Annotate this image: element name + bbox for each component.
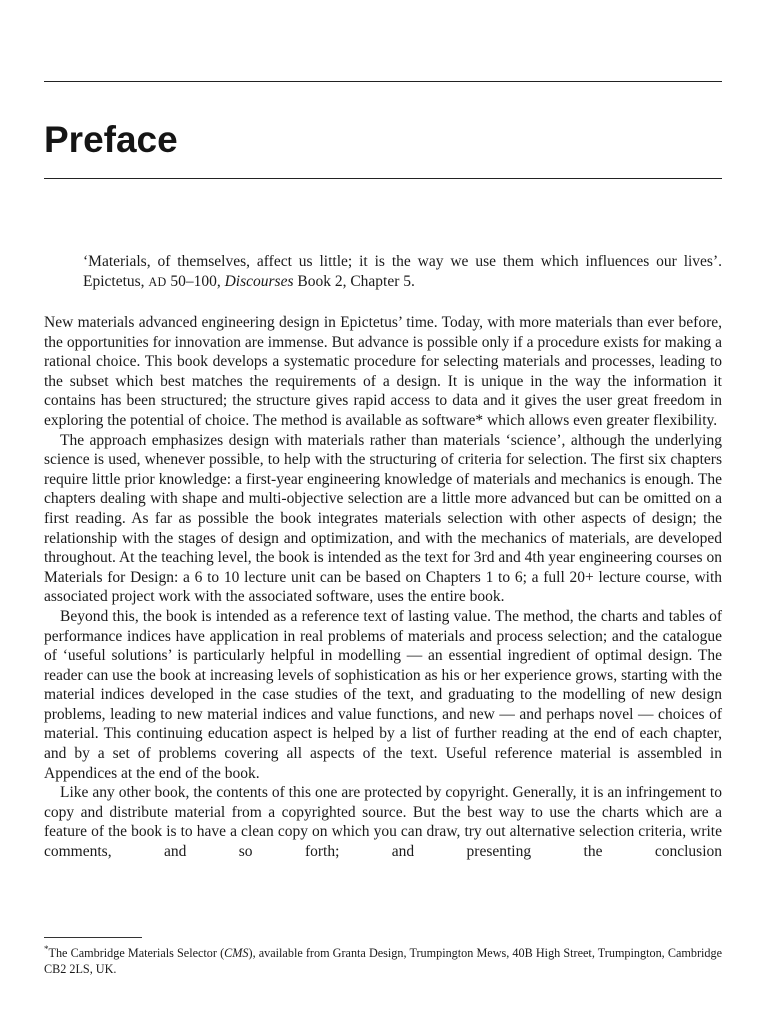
epigraph-years: 50–100, (170, 272, 221, 290)
body-paragraph-3: Beyond this, the book is intended as a reference text of lasting value. The method, the charts and tables of performance indices have application in real problems of materials and process selection; and the catalogue of ‘useful solutions’ is particularly helpful in modelling — an essential ingredient of optimal design. The reader can use the book at increasing levels of sophistication as his or her experience grows, starting with the material indices developed in the case studies of the text, and graduating to the modelling of new design problems, leading to new material indices and value functions, and new — and perhaps novel — choices of material. This continuing education aspect is helped by a list of further reading at the end of each chapter, and by a set of problems covering all aspects of the text. Useful reference material is assembled in Appendices at the end of the book. (44, 607, 722, 782)
title-rule (44, 178, 722, 179)
body-paragraph-4: Like any other book, the contents of this one are protected by copyright. Generally, it is an infringement to copy and distribute material from a copyrighted source. But the best way to use the charts which are a feature of the book is to have a clean copy on which you can draw, try out alternative selection criteria, write comments, and so forth; and presenting the conclusion (44, 784, 722, 861)
footnote (44, 945, 722, 977)
body-paragraph-1: New materials advanced engineering design in Epictetus’ time. Today, with more materials than ever before, the opportunities for innovation are immense. But advance is possible only if a procedure exists for making a rational choice. This book develops a systematic procedure for selecting materials and processes, leading to the subset which best matches the requirements of a design. It is unique in the way the information it contains has been structured; the structure gives rapid access to data and it gives the user great freedom in exploring the potential of choice. The method is available as software* which allows even greater flexibility. (44, 314, 722, 429)
body-paragraph-2: The approach emphasizes design with materials rather than materials ‘science’, although the underlying science is used, whenever possible, to help with the structuring of criteria for selection. The first six chapters require little prior knowledge: a first-year engineering knowledge of materials and mechanics is enough. The chapters dealing with shape and multi-objective selection are a little more advanced but can be omitted on a first reading. As far as possible the book integrates materials selection with other aspects of design; the relationship with the stages of design and optimization, and with the mechanics of materials, are developed throughout. At the teaching level, the book is intended as the text for 3rd and 4th year engineering courses on Materials for Design: a 6 to 10 lecture unit can be based on Chapters 1 to 6; a full 20+ lecture course, with associated project work with the associated software, uses the entire book. (44, 431, 722, 606)
chapter-title: Preface (44, 119, 178, 160)
epigraph-reference: Book 2, Chapter 5. (297, 272, 415, 290)
top-rule (44, 81, 722, 82)
footnote-mark: * (44, 943, 49, 954)
epigraph-era: AD (148, 274, 167, 289)
epigraph-author: Epictetus, (83, 272, 145, 290)
epigraph-quote: ‘Materials, of themselves, affect us little; it is the way we use them which influences our lives’. (83, 253, 722, 270)
footnote-text-before: The Cambridge Materials Selector ( (48, 946, 225, 960)
footnote-rule (44, 937, 142, 938)
footnote-text-after: ), available from Granta Design, Trumpington Mews, 40B High Street, Trumpington, Cambridge CB2 2LS, UK. (44, 946, 722, 976)
body-text (44, 313, 722, 862)
footnote-product: CMS (224, 946, 249, 960)
epigraph (83, 252, 722, 292)
epigraph-work: Discourses (224, 272, 294, 290)
